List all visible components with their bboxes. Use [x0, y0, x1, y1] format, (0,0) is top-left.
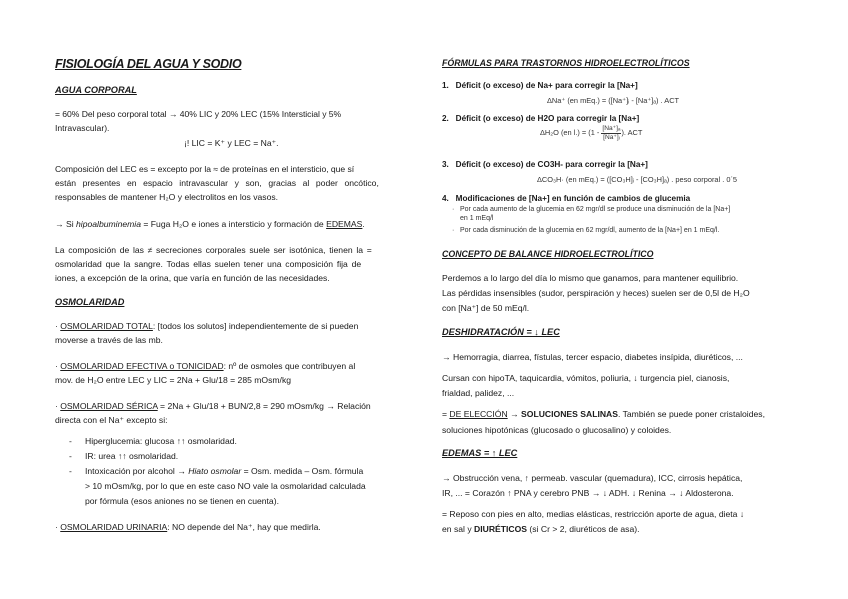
- diureticos: DIURÉTICOS: [474, 524, 528, 534]
- formula-3-expression: ΔCO₃H· (en mEq.) = ([CO₃H]ᵢ - [CO₃H]ₐ) . peso corporal . 0´5: [537, 175, 738, 184]
- agua-corporal-heading: AGUA CORPORAL: [55, 85, 137, 95]
- osm-serica-text: = 2Na + Glu/18 + BUN/2,8 = 290 mOsm/kg → Relación: [157, 401, 371, 411]
- osm-total-line-1: · OSMOLARIDAD TOTAL: [todos los solutos] independientemente de si pueden: [55, 321, 359, 331]
- formula-4-title: 4. Modificaciones de [Na+] en función de cambios de glucemia: [442, 194, 691, 203]
- comp-line-2: están presentes en espacio intravascular y son, gracias al poder oncótico,: [55, 178, 379, 188]
- osm-urinaria-line: · OSMOLARIDAD URINARIA: NO depende del Na⁺, hay que medirla.: [55, 522, 321, 532]
- agua-line-3: ¡! LIC = K⁺ y LEC = Na⁺.: [184, 138, 279, 148]
- osm-serica-label: OSMOLARIDAD SÉRICA: [60, 401, 158, 411]
- secreciones-line-2: osmolaridad que la sangre. Todas ellas suelen tener una composición fija de: [55, 259, 362, 269]
- osm-exception-2: - IR: urea ↑↑ osmolaridad.: [69, 451, 179, 461]
- osm-serica-line-2: directa con el Na⁺ excepto si:: [55, 415, 168, 425]
- deshidratacion-line-2: Cursan con hipoTA, taquicardia, vómitos, poliuria, ↓ turgencia piel, cianosis,: [442, 373, 730, 383]
- deshidratacion-line-1: → Hemorragia, diarrea, fístulas, tercer espacio, diabetes insípida, diuréticos, ...: [442, 352, 743, 362]
- secreciones-line-1: La composición de las ≠ secreciones corporales suele ser isotónica, tienen la =: [55, 245, 372, 255]
- page-title: FISIOLOGÍA DEL AGUA Y SODIO: [55, 57, 242, 71]
- comp-line-1: Composición del LEC es = excepto por la ≈ de proteínas en el intersticio, que sí: [55, 164, 355, 174]
- formula-4-bullet-1: · Por cada aumento de la glucemia en 62 mgr/dl se produce una disminución de la [Na+]: [452, 206, 731, 213]
- agua-line-2: Intravascular).: [55, 123, 110, 133]
- edemas-line-2: IR, ... = Corazón ↑ PNA y cerebro PNB → ↓ ADH. ↓ Renina → ↓ Aldosterona.: [442, 488, 734, 498]
- formula-2-fraction: $\frac{\text{[Na⁺]ₐ}}{\text{[Na⁺]ᵢ}}$: [602, 125, 621, 141]
- osm-total-label: OSMOLARIDAD TOTAL: [60, 321, 153, 331]
- de-eleccion: DE ELECCIÓN: [449, 409, 508, 419]
- soluciones-salinas: SOLUCIONES SALINAS: [521, 409, 618, 419]
- deshidratacion-heading: DESHIDRATACIÓN = ↓ LEC: [442, 327, 560, 337]
- osm-efectiva-text: : nº de osmoles que contribuyen al: [223, 361, 356, 371]
- deshidratacion-line-4: = DE ELECCIÓN → SOLUCIONES SALINAS. También se puede poner cristaloides,: [442, 409, 765, 419]
- osm-serica-line-1: · OSMOLARIDAD SÉRICA = 2Na + Glu/18 + BUN/2,8 = 290 mOsm/kg → Relación: [55, 401, 371, 411]
- balance-heading: CONCEPTO DE BALANCE HIDROELECTROLÍTICO: [442, 249, 654, 259]
- formula-4-bullet-2: · Por cada disminución de la glucemia en 62 mgr/dl, aumento de la [Na+] en 1 mEq/l.: [452, 227, 720, 234]
- osmolaridad-heading: OSMOLARIDAD: [55, 297, 125, 307]
- osm-total-line-2: moverse a través de las mb.: [55, 335, 163, 345]
- hiato-osmolar-term: Hiato osmolar: [188, 466, 242, 476]
- formula-2-expression: ΔH₂O (en l.) = (1 - $\frac{\text{[Na⁺]ₐ}}{\text{[Na⁺]ᵢ}}$ ). ACT: [540, 125, 643, 141]
- osm-exception-3-cont-2: por fórmula (esos aniones no se tienen en cuenta).: [85, 496, 279, 506]
- hipo-end: .: [362, 219, 365, 229]
- osm-urinaria-label: OSMOLARIDAD URINARIA: [60, 522, 168, 532]
- hipoalbuminemia-line: [55, 218, 407, 231]
- hipo-prefix: → Si: [55, 219, 77, 229]
- osm-exception-3-cont-1: > 10 mOsm/kg, por lo que en este caso NO vale la osmolaridad calculada: [85, 481, 366, 491]
- osm-exception-3: - Intoxicación por alcohol → Hiato osmolar = Osm. medida – Osm. fórmula: [69, 466, 364, 476]
- edemas-line-1: → Obstrucción vena, ↑ permeab. vascular (quemadura), ICC, cirrosis hepática,: [442, 473, 743, 483]
- formula-1-title: 1. Déficit (o exceso) de Na+ para corregir la [Na+]: [442, 81, 638, 90]
- formula-4-bullet-1-cont: en 1 mEq/l: [460, 215, 494, 222]
- deshidratacion-line-5: soluciones hipotónicas (glucosado o glucosalino) y coloides.: [442, 425, 672, 435]
- osm-efectiva-line-1: · OSMOLARIDAD EFECTIVA o TONICIDAD: nº de osmoles que contribuyen al: [55, 361, 356, 371]
- hipo-term: hipoalbuminemia: [76, 219, 141, 229]
- edemas-heading: EDEMAS = ↑ LEC: [442, 448, 518, 458]
- osm-urinaria-text: : NO depende del Na⁺, hay que medirla.: [167, 522, 321, 532]
- secreciones-line-3: iones, a excepción de la orina, que varía en función de las necesidades.: [55, 273, 330, 283]
- osm-exception-1: - Hiperglucemia: glucosa ↑↑ osmolaridad.: [69, 436, 237, 446]
- edemas-term: EDEMAS: [326, 219, 363, 229]
- osm-efectiva-label: OSMOLARIDAD EFECTIVA o TONICIDAD: [60, 361, 224, 371]
- agua-line-1: = 60% Del peso corporal total → 40% LIC y 20% LEC (15% Intersticial y 5%: [55, 109, 342, 119]
- balance-line-3: con [Na⁺] de 50 mEq/l.: [442, 303, 530, 313]
- formulas-heading: FÓRMULAS PARA TRASTORNOS HIDROELECTROLÍTICOS: [442, 58, 690, 68]
- formula-2-title: 2. Déficit (o exceso) de H2O para corregir la [Na+]: [442, 114, 640, 123]
- edemas-line-4: en sal y DIURÉTICOS (si Cr > 2, diuréticos de asa).: [442, 524, 640, 534]
- formula-3-title: 3. Déficit (o exceso) de CO3H- para corregir la [Na+]: [442, 160, 648, 169]
- deshidratacion-line-3: frialdad, palidez, ...: [442, 388, 515, 398]
- balance-line-2: Las pérdidas insensibles (sudor, perspiración y heces) suelen ser de 0,5l de H₂O: [442, 288, 750, 298]
- balance-line-1: Perdemos a lo largo del día lo mismo que ganamos, para mantener equilibrio.: [442, 273, 739, 283]
- formula-1-expression: ΔNa⁺ (en mEq.) = ([Na⁺]ᵢ - [Na⁺]ₐ) . ACT: [547, 96, 680, 105]
- osm-efectiva-line-2: mov. de H₂O entre LEC y LIC = 2Na + Glu/18 = 285 mOsm/kg: [55, 375, 292, 385]
- hipo-mid: = Fuga H₂O e iones a intersticio y formación de: [141, 219, 327, 229]
- comp-line-3: responsables de mantener H₂O y electrolitos en los vasos.: [55, 192, 279, 202]
- osm-total-text: : [todos los solutos] independientemente de si pueden: [152, 321, 359, 331]
- edemas-line-3: = Reposo con pies en alto, medias elásticas, restricción aporte de agua, dieta ↓: [442, 509, 745, 519]
